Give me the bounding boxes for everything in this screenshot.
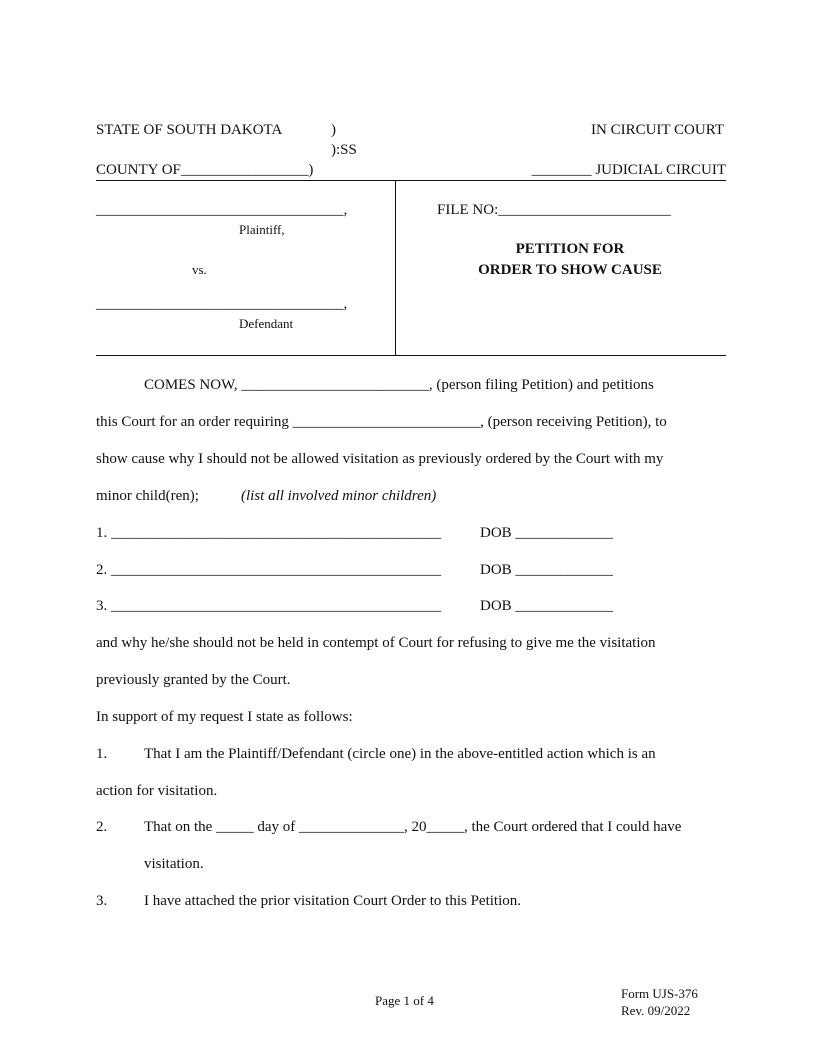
child-line: 3. ____________________________________________	[96, 598, 441, 614]
page-number: Page 1 of 4	[375, 993, 434, 1008]
caption-divider	[395, 180, 396, 355]
caption-ss: ):SS	[331, 142, 357, 158]
defendant-line: _________________________________,	[96, 296, 348, 312]
document-title-line2: ORDER TO SHOW CAUSE	[478, 262, 662, 278]
item-text: That on the _____ day of ______________, 20_____, the Court ordered that I could have	[144, 819, 682, 835]
judicial-circuit-field: ________ JUDICIAL CIRCUIT	[531, 162, 726, 178]
state-label: STATE OF SOUTH DAKOTA	[96, 122, 283, 138]
child-line: 2. ____________________________________________	[96, 562, 441, 578]
defendant-label: Defendant	[239, 316, 294, 331]
item-number: 2.	[96, 819, 108, 835]
item-text: I have attached the prior visitation Court Order to this Petition.	[144, 893, 521, 909]
plaintiff-label: Plaintiff,	[239, 222, 285, 237]
court-label: IN CIRCUIT COURT	[591, 122, 724, 138]
item-number: 3.	[96, 893, 108, 909]
item-continuation: action for visitation.	[96, 783, 218, 799]
caption-bottom-rule	[96, 355, 726, 356]
child-dob: DOB _____________	[480, 525, 613, 541]
item-number: 1.	[96, 746, 108, 762]
body-paragraph-3: show cause why I should not be allowed visitation as previously ordered by the Court with my	[96, 451, 664, 467]
body-paragraph-7: In support of my request I state as follows:	[96, 709, 353, 725]
caption-paren: )	[331, 122, 336, 138]
child-line: 1. ____________________________________________	[96, 525, 441, 541]
children-note: (list all involved minor children)	[241, 488, 437, 504]
form-revision: Rev. 09/2022	[621, 1003, 691, 1018]
child-dob: DOB _____________	[480, 598, 613, 614]
vs-label: vs.	[192, 262, 207, 277]
body-paragraph-5: and why he/she should not be held in contempt of Court for refusing to give me the visitation	[96, 635, 656, 651]
document-title-line1: PETITION FOR	[515, 241, 625, 257]
county-field: COUNTY OF_________________)	[96, 162, 314, 178]
body-paragraph-6: previously granted by the Court.	[96, 672, 291, 688]
plaintiff-line: _________________________________,	[96, 202, 348, 218]
child-dob: DOB _____________	[480, 562, 613, 578]
body-paragraph-2: this Court for an order requiring _________________________, (person receiving Petition), to	[96, 414, 667, 430]
item-continuation: visitation.	[144, 856, 204, 872]
form-number: Form UJS-376	[621, 986, 698, 1001]
body-paragraph-1: COMES NOW, _________________________, (person filing Petition) and petitions	[144, 377, 654, 393]
body-paragraph-4: minor child(ren);	[96, 488, 199, 504]
file-no-field: FILE NO:_______________________	[437, 202, 671, 218]
caption-top-rule	[96, 180, 726, 181]
item-text: That I am the Plaintiff/Defendant (circle one) in the above-entitled action which is an	[144, 746, 656, 762]
